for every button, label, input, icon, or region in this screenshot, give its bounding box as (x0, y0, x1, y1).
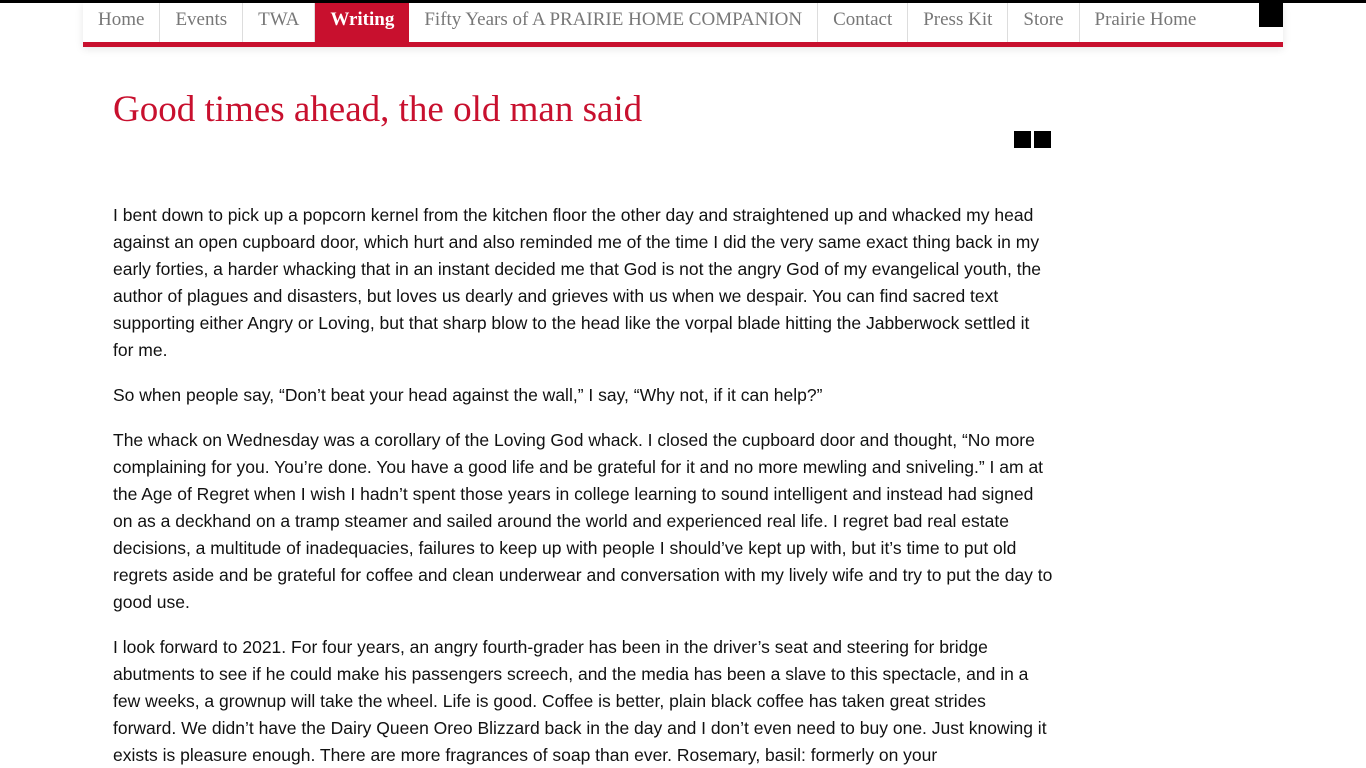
nav-item-events[interactable]: Events (160, 3, 243, 42)
nav-item-fifty-years[interactable]: Fifty Years of A PRAIRIE HOME COMPANION (409, 3, 818, 42)
nav-item-store[interactable]: Store (1008, 3, 1079, 42)
share-icon[interactable] (1014, 131, 1031, 148)
article-paragraph: The whack on Wednesday was a corollary of the Loving God whack. I closed the cupboard door and thought, “No more complaining for you. You’re done. You have a good life and be grateful for it and no more mewling and sniveling.” I am at the Age of Regret when I wish I hadn’t spent those years in college learning to sound intelligent and instead had signed on as a deckhand on a tramp steamer and sailed around the world and experienced real life. I regret bad real estate decisions, a multitude of inadequacies, failures to keep up with people I should’ve kept up with, but it’s time to put old regrets aside and be grateful for coffee and clean underwear and conversation with my lively wife and try to put the day to good use. (113, 430, 1053, 612)
share-icon[interactable] (1034, 131, 1051, 148)
nav-item-writing[interactable]: Writing (315, 3, 409, 42)
article-paragraph: I look forward to 2021. For four years, an angry fourth-grader has been in the driver’s seat and steering for bridge abutments to see if he could make his passengers screech, and the media has been a slave to this spectacle, and in a few weeks, a grownup will take the wheel. Life is good. Coffee is better, plain black coffee has taken great strides forward. We didn’t have the Dairy Queen Oreo Blizzard back in the day and I don’t even need to buy one. Just knowing it exists is pleasure enough. There are more fragrances of soap than ever. Rosemary, basil: formerly on your (113, 637, 1047, 765)
nav-item-prairie-home[interactable]: Prairie Home (1094, 9, 1197, 30)
main-navigation (83, 3, 1283, 47)
black-square-icon[interactable] (1259, 3, 1283, 27)
nav-item-press-kit[interactable]: Press Kit (908, 3, 1008, 42)
nav-item-home[interactable]: Home (83, 3, 160, 42)
share-buttons (1014, 131, 1051, 148)
article-paragraph: I bent down to pick up a popcorn kernel from the kitchen floor the other day and straightened up and whacked my head against an open cupboard door, which hurt and also reminded me of the time I did the very same exact thing back in my early forties, a harder whacking that in an instant decided me that God is not the angry God of my evangelical youth, the author of plagues and disasters, but loves us dearly and grieves with us when we despair. You can find sacred text supporting either Angry or Loving, but that sharp blow to the head like the vorpal blade hitting the Jabberwock settled it for me. (113, 205, 1042, 360)
page-title: Good times ahead, the old man said (113, 89, 643, 130)
nav-item-twa[interactable]: TWA (243, 3, 315, 42)
article-paragraph: So when people say, “Don’t beat your head against the wall,” I say, “Why not, if it can help?” (113, 385, 823, 405)
nav-item-contact[interactable]: Contact (818, 3, 908, 42)
article-body (113, 202, 1053, 768)
